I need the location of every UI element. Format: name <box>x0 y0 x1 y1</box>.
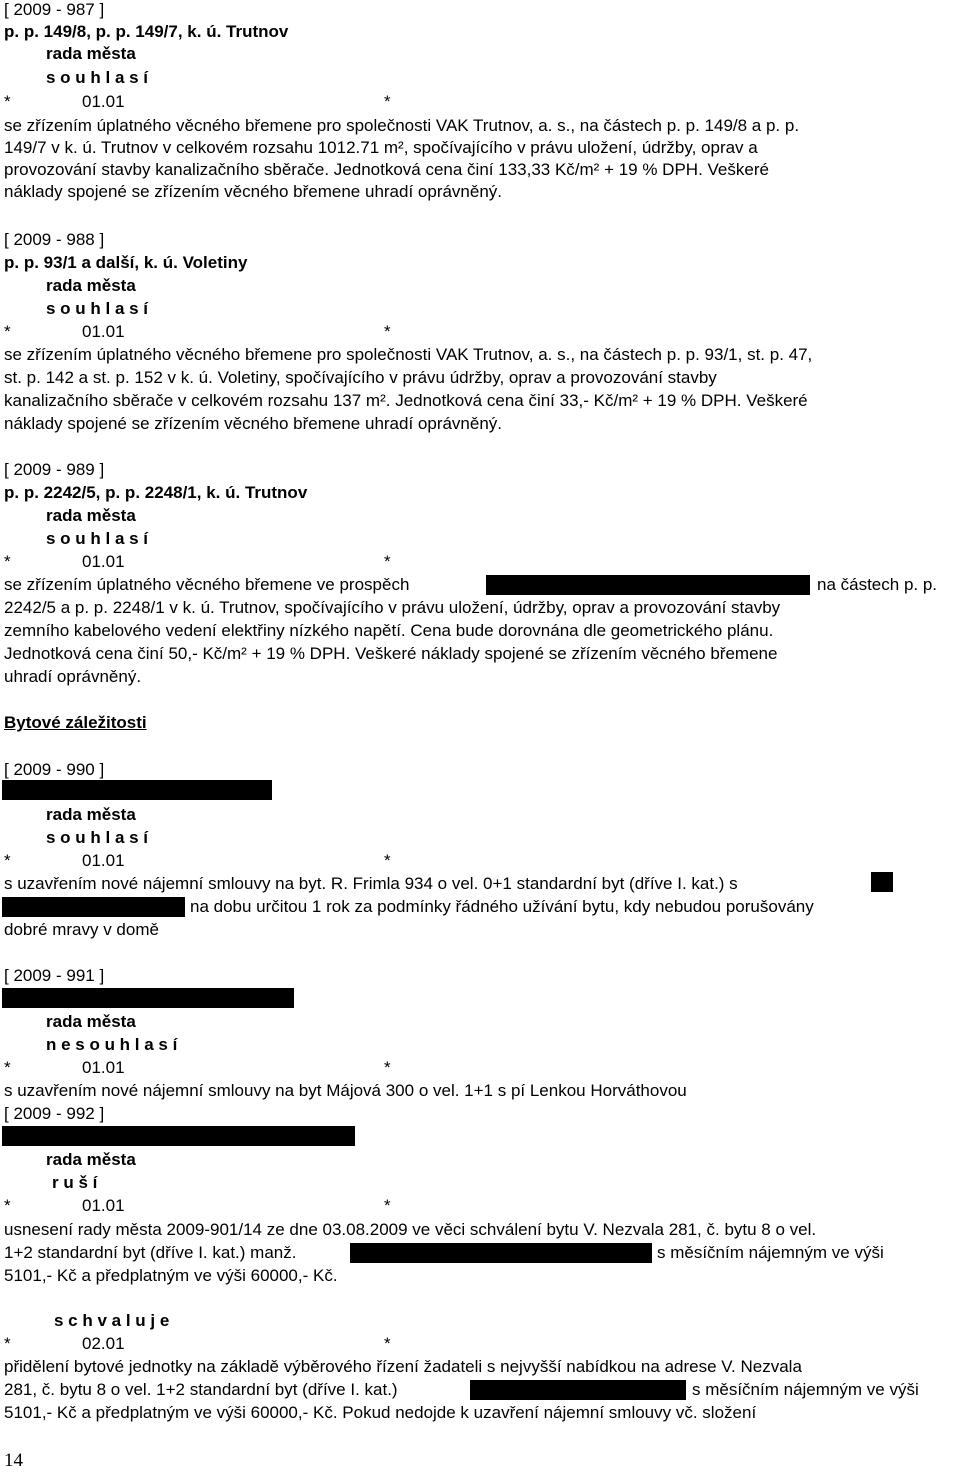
star-marker: * <box>384 1058 391 1077</box>
text-line: 5101,- Kč a předplatným ve výši 60000,- Kč. <box>4 1266 338 1285</box>
council-label: rada města <box>46 1012 136 1031</box>
star-marker: * <box>4 1334 11 1353</box>
text-line: provozování stavby kanalizačního sběrače. Jednotková cena činí 133,33 Kč/m² + 19 % DPH. Veškeré <box>4 160 769 179</box>
decision-verb: s o u h l a s í <box>46 68 149 87</box>
item-number: 01.01 <box>82 322 125 341</box>
item-number: 01.01 <box>82 92 125 111</box>
text-line: náklady spojené se zřízením věcného břemene uhradí oprávněný. <box>4 414 503 433</box>
text-line: Jednotková cena činí 50,- Kč/m² + 19 % DPH. Veškeré náklady spojené se zřízením věcného břemene <box>4 644 778 663</box>
redaction-bar <box>2 897 185 917</box>
text-line: se zřízením úplatného věcného břemene pro společnosti VAK Trutnov, a. s., na částech p. p. 93/1, st. p. 47, <box>4 345 813 364</box>
item-row <box>4 1334 404 1354</box>
item-number: 01.01 <box>82 552 125 571</box>
redaction-bar <box>2 988 294 1008</box>
star-marker: * <box>4 322 11 341</box>
redaction-bar <box>486 575 810 595</box>
item-row <box>4 92 404 112</box>
text-line: přidělení bytové jednotky na základě výběrového řízení žadateli s nejvyšší nabídkou na adrese V. Nezvala <box>4 1357 802 1376</box>
item-number: 01.01 <box>82 1058 125 1077</box>
resolution-ref: [ 2009 - 989 ] <box>4 460 105 479</box>
star-marker: * <box>384 552 391 571</box>
item-row <box>4 851 404 871</box>
star-marker: * <box>4 92 11 111</box>
item-row <box>4 1058 404 1078</box>
star-marker: * <box>384 1196 391 1215</box>
resolution-title: p. p. 2242/5, p. p. 2248/1, k. ú. Trutnov <box>4 483 308 502</box>
resolution-title: p. p. 93/1 a další, k. ú. Voletiny <box>4 253 248 272</box>
council-label: rada města <box>46 44 136 63</box>
text-line: na částech p. p. <box>817 575 938 594</box>
decision-verb: r u š í <box>52 1173 98 1192</box>
resolution-ref: [ 2009 - 987 ] <box>4 0 105 19</box>
text-line: se zřízením úplatného věcného břemene ve prospěch <box>4 575 410 594</box>
text-line: na dobu určitou 1 rok za podmínky řádného užívání bytu, kdy nebudou porušovány <box>190 897 814 916</box>
text-line: zemního kabelového vedení elektřiny nízkého napětí. Cena bude dorovnána dle geometrického plánu. <box>4 621 774 640</box>
item-row <box>4 322 404 342</box>
star-marker: * <box>4 851 11 870</box>
text-line: uhradí oprávněný. <box>4 667 142 686</box>
text-line: náklady spojené se zřízením věcného břemene uhradí oprávněný. <box>4 182 503 201</box>
item-row <box>4 1196 404 1216</box>
item-number: 02.01 <box>82 1334 125 1353</box>
text-line: s měsíčním nájemným ve výši <box>692 1380 919 1399</box>
redaction-bar <box>871 872 893 892</box>
item-number: 01.01 <box>82 851 125 870</box>
text-line: s uzavřením nové nájemní smlouvy na byt. R. Frimla 934 o vel. 0+1 standardní byt (dříve I. kat.) s <box>4 874 738 893</box>
redaction-bar <box>350 1243 652 1263</box>
text-line: s měsíčním nájemným ve výši <box>657 1243 884 1262</box>
star-marker: * <box>384 322 391 341</box>
decision-verb: s o u h l a s í <box>46 299 149 318</box>
council-label: rada města <box>46 506 136 525</box>
decision-verb: s o u h l a s í <box>46 529 149 548</box>
text-line: 2242/5 a p. p. 2248/1 v k. ú. Trutnov, spočívajícího v právu uložení, údržby, oprav a provozování stavby <box>4 598 781 617</box>
resolution-ref: [ 2009 - 990 ] <box>4 760 105 779</box>
redaction-bar <box>2 780 272 800</box>
star-marker: * <box>384 92 391 111</box>
text-line: usnesení rady města 2009-901/14 ze dne 03.08.2009 ve věci schválení bytu V. Nezvala 281, č. bytu 8 o vel. <box>4 1220 817 1239</box>
redaction-bar <box>2 1126 355 1146</box>
decision-verb: s c h v a l u j e <box>54 1311 170 1330</box>
star-marker: * <box>384 1334 391 1353</box>
item-number: 01.01 <box>82 1196 125 1215</box>
resolution-ref: [ 2009 - 991 ] <box>4 966 105 985</box>
page-number: 14 <box>4 1450 23 1471</box>
text-line: 5101,- Kč a předplatným ve výši 60000,- Kč. Pokud nedojde k uzavření nájemní smlouvy vč. složení <box>4 1403 757 1422</box>
section-heading: Bytové záležitosti <box>4 713 147 732</box>
star-marker: * <box>384 851 391 870</box>
resolution-ref: [ 2009 - 992 ] <box>4 1104 105 1123</box>
decision-verb: n e s o u h l a s í <box>46 1035 178 1054</box>
star-marker: * <box>4 1196 11 1215</box>
item-row <box>4 552 404 572</box>
council-label: rada města <box>46 276 136 295</box>
text-line: kanalizačního sběrače v celkovém rozsahu 137 m². Jednotková cena činí 33,- Kč/m² + 19 % DPH. Veškeré <box>4 391 808 410</box>
text-line: dobré mravy v domě <box>4 920 159 939</box>
text-line: 149/7 v k. ú. Trutnov v celkovém rozsahu 1012.71 m², spočívajícího v právu uložení, údržby, oprav a <box>4 138 758 157</box>
text-line: st. p. 142 a st. p. 152 v k. ú. Voletiny, spočívajícího v právu údržby, oprav a provozování stavby <box>4 368 717 387</box>
redaction-bar <box>470 1380 686 1400</box>
text-line: 1+2 standardní byt (dříve I. kat.) manž. <box>4 1243 297 1262</box>
resolution-title: p. p. 149/8, p. p. 149/7, k. ú. Trutnov <box>4 22 289 41</box>
star-marker: * <box>4 1058 11 1077</box>
resolution-ref: [ 2009 - 988 ] <box>4 230 105 249</box>
decision-verb: s o u h l a s í <box>46 828 149 847</box>
council-label: rada města <box>46 805 136 824</box>
council-label: rada města <box>46 1150 136 1169</box>
text-line: se zřízením úplatného věcného břemene pro společnosti VAK Trutnov, a. s., na částech p. p. 149/8 a p. p. <box>4 116 800 135</box>
text-line: s uzavřením nové nájemní smlouvy na byt Májová 300 o vel. 1+1 s pí Lenkou Horváthovou <box>4 1081 687 1100</box>
star-marker: * <box>4 552 11 571</box>
text-line: 281, č. bytu 8 o vel. 1+2 standardní byt (dříve I. kat.) <box>4 1380 398 1399</box>
